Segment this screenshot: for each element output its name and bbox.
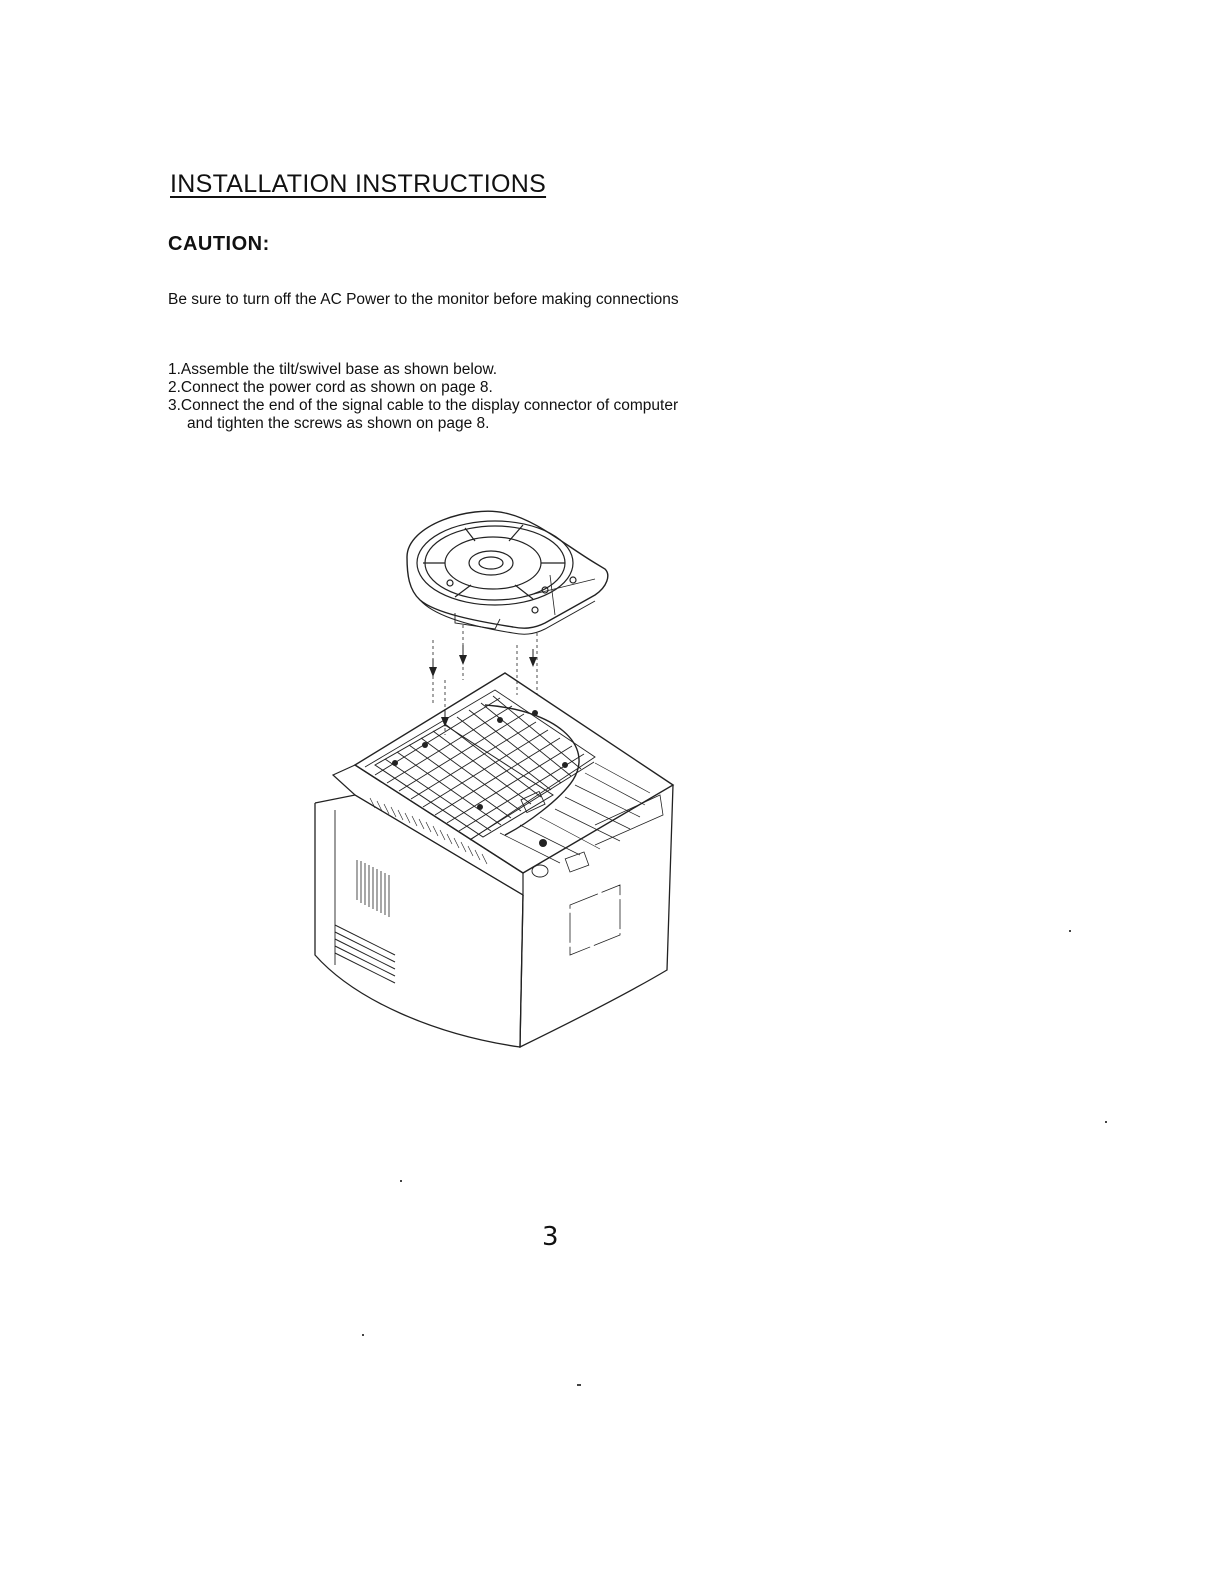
scan-speck — [362, 1334, 364, 1336]
front-vents — [357, 860, 389, 917]
swivel-base-part — [407, 511, 608, 634]
steps-list — [168, 361, 678, 433]
scan-speck — [400, 1180, 402, 1182]
page-number: 3 — [542, 1222, 559, 1252]
monitor-base-assembly-figure — [295, 495, 695, 1055]
step-item — [168, 361, 678, 379]
monitor-tilt-swivel-base-icon — [295, 495, 695, 1055]
step-item — [168, 397, 678, 433]
mounting-grid — [365, 690, 595, 840]
alignment-guides — [433, 625, 537, 735]
step-continuation: and tighten the screws as shown on page 8. — [187, 415, 490, 432]
caution-text: Be sure to turn off the AC Power to the monitor before making connections — [168, 291, 679, 308]
scan-speck — [1069, 930, 1071, 932]
page-title: INSTALLATION INSTRUCTIONS — [170, 170, 547, 198]
caution-heading: CAUTION: — [168, 233, 270, 255]
scan-speck — [1105, 1121, 1107, 1123]
bezel-vents — [370, 798, 487, 864]
step-text: 2.Connect the power cord as shown on page 8. — [168, 379, 493, 396]
step-text: 3.Connect the end of the signal cable to the display connector of computer — [168, 397, 679, 414]
step-item — [168, 379, 678, 397]
scan-speck — [577, 1384, 581, 1386]
monitor-body — [315, 673, 673, 1047]
step-text: 1.Assemble the tilt/swivel base as shown below. — [168, 361, 498, 378]
